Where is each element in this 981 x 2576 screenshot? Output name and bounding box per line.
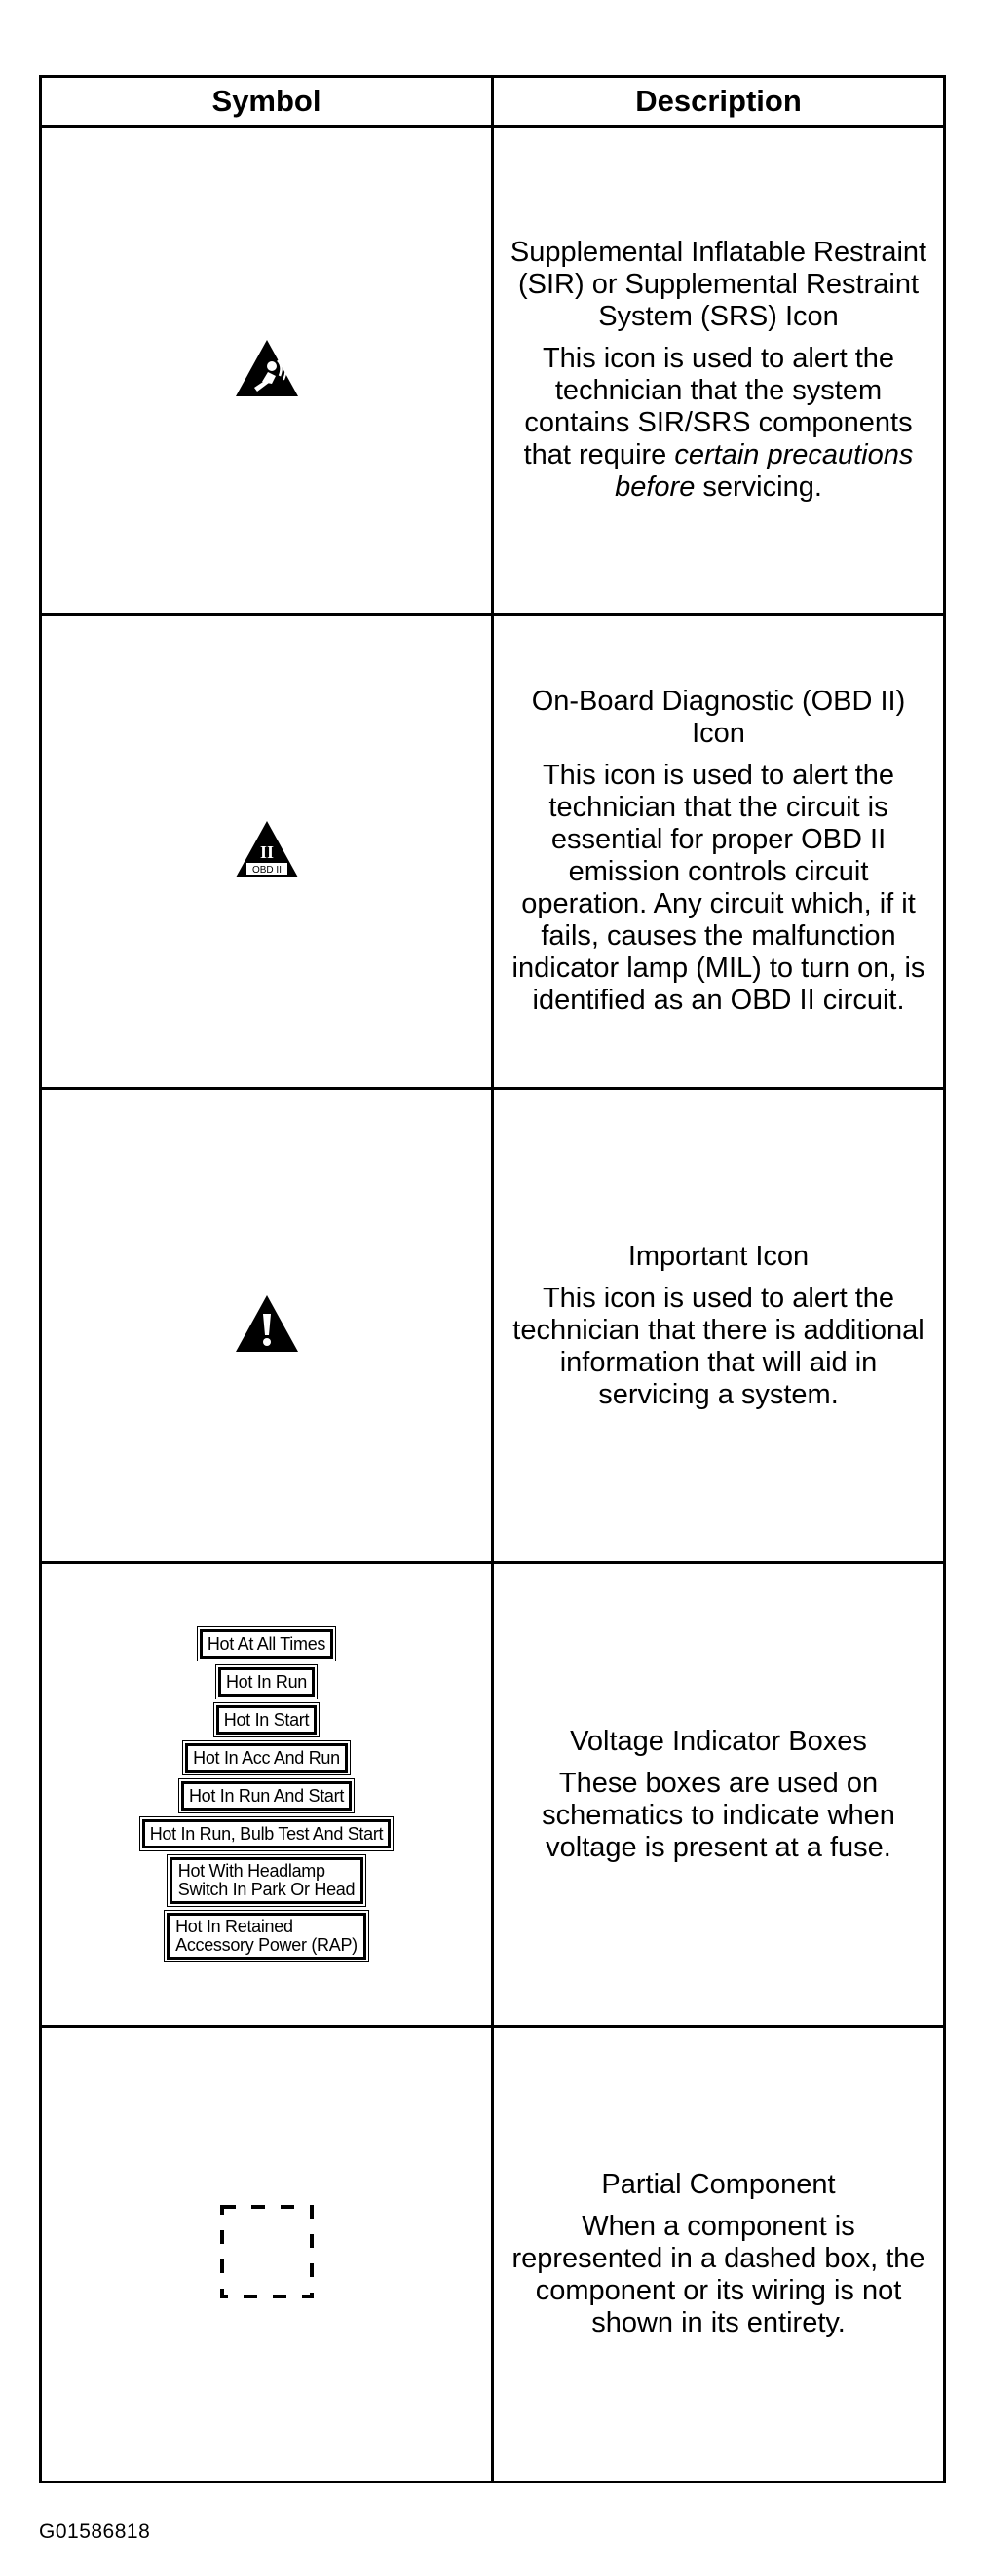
voltage-box-hot-in-acc-and-run: Hot In Acc And Run [185, 1743, 348, 1773]
symbol-cell [41, 2027, 493, 2483]
description-title: Important Icon [627, 1240, 810, 1272]
voltage-indicator-box-stack [142, 1629, 392, 1960]
description-cell [493, 2027, 945, 2483]
header-row [41, 77, 945, 127]
description-title: Voltage Indicator Boxes [570, 1725, 867, 1757]
voltage-box-hot-in-retained-accessory-power: Hot In Retained Accessory Power (RAP) [167, 1913, 366, 1960]
description-cell [493, 1563, 945, 2027]
description-title: On-Board Diagnostic (OBD II) Icon [531, 686, 906, 749]
figure-id: G01586818 [39, 2520, 151, 2543]
voltage-box-hot-in-start: Hot In Start [216, 1705, 317, 1735]
description-body [505, 343, 933, 504]
sir-srs-warning-icon [233, 337, 301, 399]
table-row-voltage-indicator-boxes [41, 1563, 945, 2027]
symbol-cell [41, 615, 493, 1089]
symbol-cell [41, 127, 493, 615]
obd-icon-label: OBD II [251, 864, 282, 876]
description-body: This icon is used to alert the technician that there is additional information that will aid in servicing a system. [512, 1282, 924, 1410]
table-row-sir-srs [41, 127, 945, 615]
obd-ii-warning-icon [233, 818, 301, 880]
description-cell [493, 1089, 945, 1563]
description-body: This icon is used to alert the technician that the circuit is essential for proper OBD II emission controls circuit operation. Any circuit which, if it fails, causes the malfunction indicator lamp (MIL) to turn on, is identified as an OBD II circuit. [511, 760, 925, 1016]
description-body-start: This icon is used to alert the technician that the system contains SIR/SRS components that require [523, 343, 913, 470]
description-body-italic: certain precautions before [615, 439, 914, 503]
voltage-box-hot-in-run-and-start: Hot In Run And Start [181, 1781, 352, 1811]
voltage-box-hot-in-run: Hot In Run [218, 1667, 315, 1697]
symbol-legend-table-wrapper [39, 75, 943, 2483]
important-warning-icon [233, 1292, 301, 1355]
dashed-box-icon [218, 2203, 316, 2300]
table-row-partial-component [41, 2027, 945, 2483]
description-body: These boxes are used on schematics to indicate when voltage is present at a fuse. [542, 1767, 895, 1863]
symbol-legend-table [39, 75, 946, 2483]
description-cell [493, 615, 945, 1089]
description-body: When a component is represented in a dashed box, the component or its wiring is not shown in its entirety. [511, 2211, 925, 2338]
header-description: Description [493, 77, 945, 127]
voltage-box-hot-with-headlamp-switch: Hot With Headlamp Switch In Park Or Head [170, 1857, 363, 1904]
symbol-cell [41, 1563, 493, 2027]
table-row-obd-ii [41, 615, 945, 1089]
header-symbol: Symbol [41, 77, 493, 127]
description-cell [493, 127, 945, 615]
description-title: Partial Component [601, 2169, 836, 2200]
table-row-important [41, 1089, 945, 1563]
voltage-box-hot-at-all-times: Hot At All Times [200, 1629, 333, 1659]
description-body-end: servicing. [695, 471, 822, 503]
description-title: Supplemental Inflatable Restraint (SIR) or Supplemental Restraint System (SRS) Icon [509, 237, 927, 332]
obd-icon-roman-numeral: II [259, 841, 274, 862]
symbol-cell [41, 1089, 493, 1563]
voltage-box-hot-in-run-bulb-test-and-start: Hot In Run, Bulb Test And Start [142, 1819, 392, 1848]
